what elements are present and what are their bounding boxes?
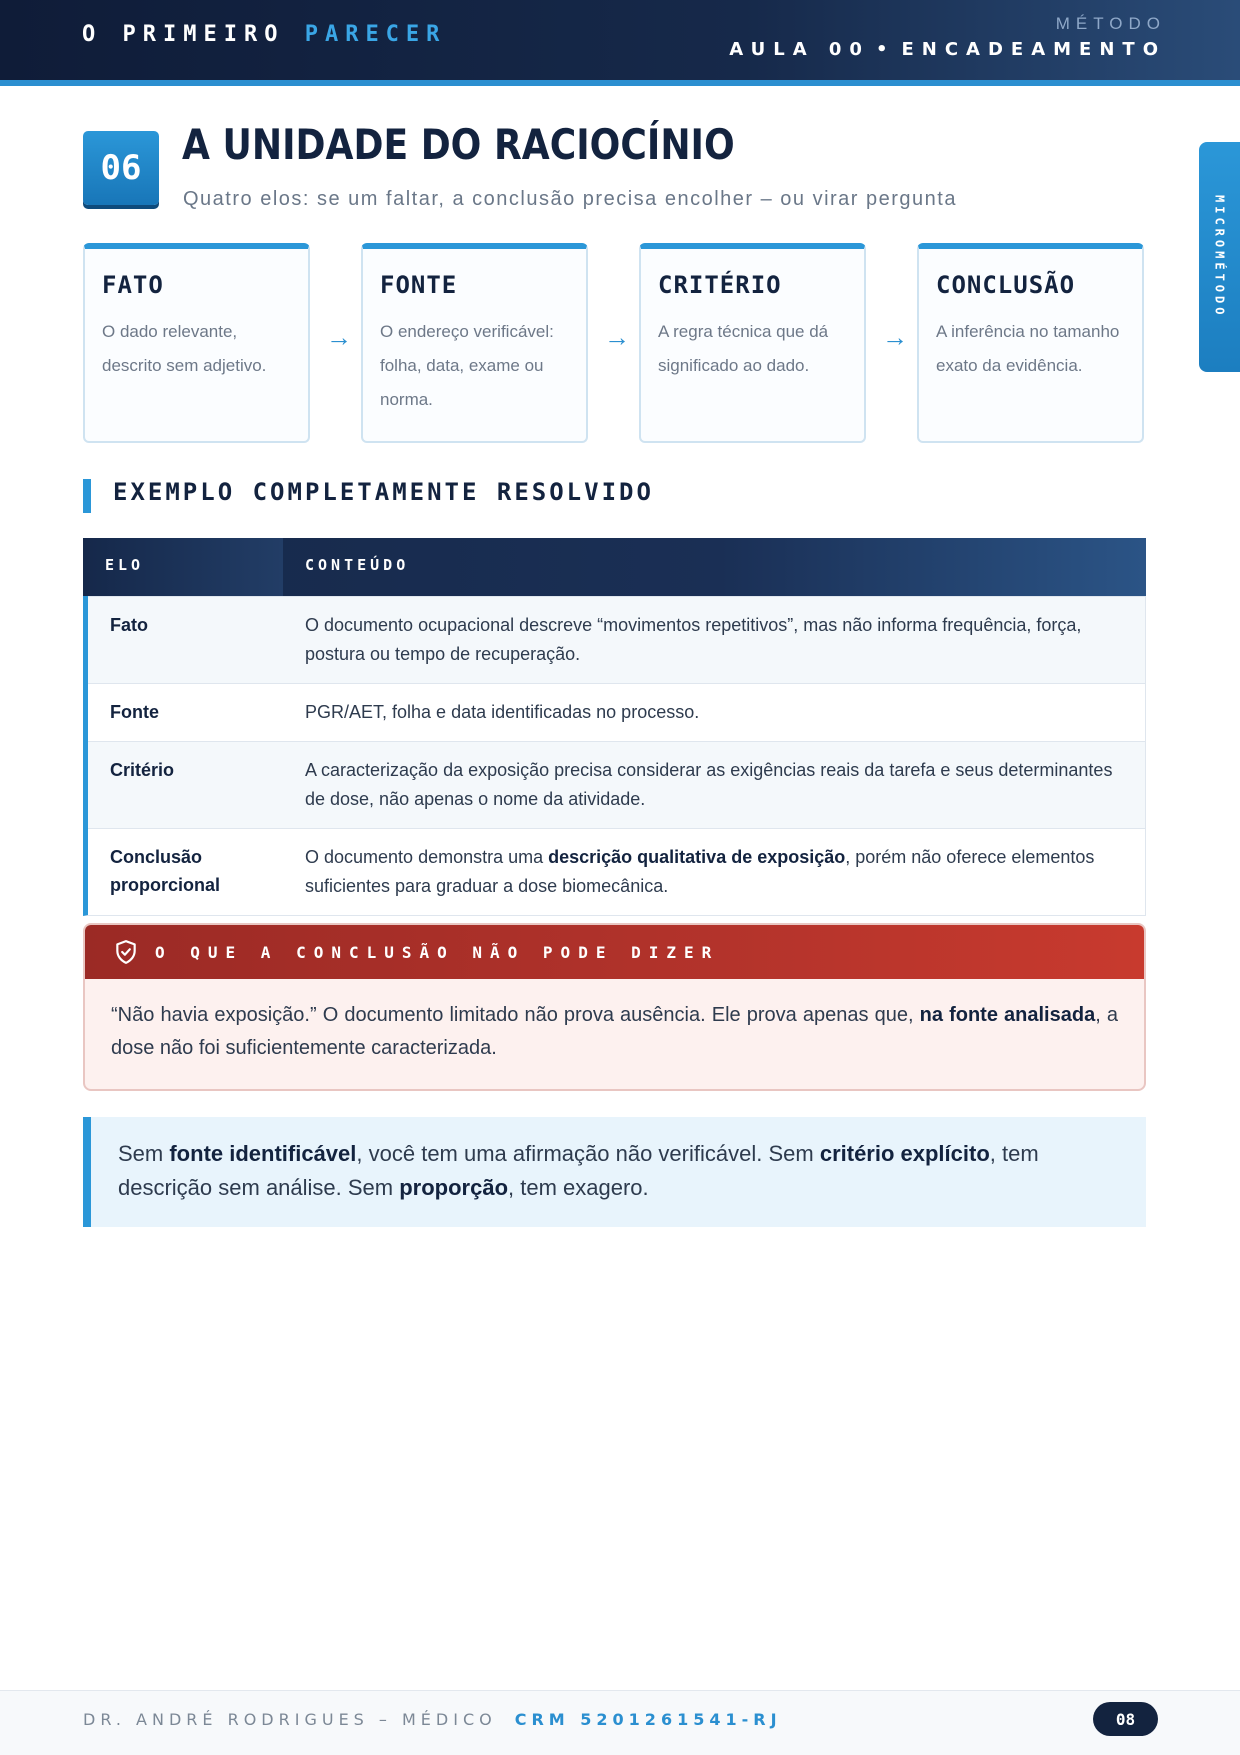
summary-emphasis-criterio: critério explícito (819, 1141, 990, 1166)
section-number-badge: 06 (83, 131, 159, 205)
header-lesson-topic (729, 39, 1166, 60)
flow-card-text: O endereço verificável: folha, data, exame ou norma. (380, 322, 554, 409)
table-row (88, 683, 1145, 741)
flow-card-criterio (639, 243, 866, 443)
row-elo: Fato (110, 615, 148, 635)
arrow-right-icon: → (882, 322, 908, 352)
row-elo: Critério (110, 760, 175, 780)
lesson-label: AULA 00 (729, 39, 870, 60)
flow-card-text: O dado relevante, descrito sem adjetivo. (102, 322, 267, 375)
subsection-accent-bar (83, 479, 91, 513)
header-cell-conteudo: CONTEÚDO (305, 556, 410, 574)
table-header (83, 538, 1146, 596)
header-accent-line (0, 80, 1240, 86)
flow-card-title: CONCLUSÃO (936, 271, 1076, 299)
table-row (88, 741, 1145, 828)
flow-card-title: FONTE (380, 271, 458, 299)
flow-card-text: A inferência no tamanho exato da evidência. (936, 322, 1120, 375)
topic-label: ENCADEAMENTO (901, 39, 1166, 60)
table-row (88, 828, 1145, 915)
summary-emphasis-proporcao: proporção (399, 1175, 509, 1200)
flow-card-fato (83, 243, 310, 443)
brand-part-1: O PRIMEIRO (82, 22, 285, 47)
header-cell-elo: ELO (83, 538, 283, 596)
header-lesson-info (729, 14, 1166, 60)
arrow-right-icon: → (326, 322, 352, 352)
brand-title (82, 22, 446, 47)
row-content-emphasis: descrição qualitativa de exposição (548, 847, 846, 867)
summary-callout: Sem fonte identificável, você tem uma afirmação não verificável. Sem critério explícito, tem descrição sem análise. Sem proporção, tem exagero. (83, 1117, 1146, 1227)
separator-dot: • (875, 39, 896, 60)
warning-header (85, 925, 1144, 979)
header-kicker: MÉTODO (1055, 14, 1166, 33)
side-tab-micrometodo (1199, 142, 1240, 372)
page-number-badge: 08 (1093, 1702, 1158, 1736)
warning-title: O QUE A CONCLUSÃO NÃO PODE DIZER (155, 942, 720, 962)
summary-emphasis-fonte: fonte identificável (169, 1141, 357, 1166)
table-row (88, 596, 1145, 683)
flow-card-title: FATO (102, 271, 164, 299)
warning-box (83, 923, 1146, 1091)
row-elo: Fonte (110, 702, 159, 722)
row-elo: Conclusão proporcional (110, 847, 221, 895)
row-content: A caracterização da exposição precisa considerar as exigências reais da tarefa e seus determinantes de dose, não apenas o nome da atividade. (305, 760, 1113, 809)
table-body (83, 596, 1146, 916)
arrow-right-icon: → (604, 322, 630, 352)
section-title: A UNIDADE DO RACIOCÍNIO (182, 120, 735, 169)
warning-emphasis: na fonte analisada (919, 1004, 1096, 1026)
section-subtitle: Quatro elos: se um faltar, a conclusão precisa encolher – ou virar pergunta (183, 188, 957, 210)
warning-text: “Não havia exposição.” O documento limitado não prova ausência. Ele prova apenas que, na fonte analisada, a dose não foi suficientemente caracterizada. (111, 1004, 1118, 1059)
flow-card-text: A regra técnica que dá significado ao dado. (658, 322, 829, 375)
footer-author-name: DR. ANDRÉ RODRIGUES – MÉDICO (83, 1710, 497, 1729)
example-table (83, 538, 1146, 916)
row-content: O documento demonstra uma descrição qualitativa de exposição, porém não oferece elementos suficientes para graduar a dose biomecânica. (305, 847, 1095, 896)
row-content: O documento ocupacional descreve “movimentos repetitivos”, mas não informa frequência, força, postura ou tempo de recuperação. (305, 615, 1082, 664)
flow-card-title: CRITÉRIO (658, 271, 782, 299)
flow-card-conclusao (917, 243, 1144, 443)
flow-card-fonte (361, 243, 588, 443)
shield-check-icon (113, 939, 139, 965)
row-content: PGR/AET, folha e data identificadas no processo. (305, 702, 700, 722)
brand-part-2: PARECER (304, 22, 447, 47)
footer-crm: CRM 5201261541-RJ (514, 1710, 782, 1729)
footer-author (83, 1710, 782, 1729)
subsection-title: EXEMPLO COMPLETAMENTE RESOLVIDO (113, 478, 654, 506)
side-tab-label: MICROMÉTODO (1212, 195, 1227, 319)
